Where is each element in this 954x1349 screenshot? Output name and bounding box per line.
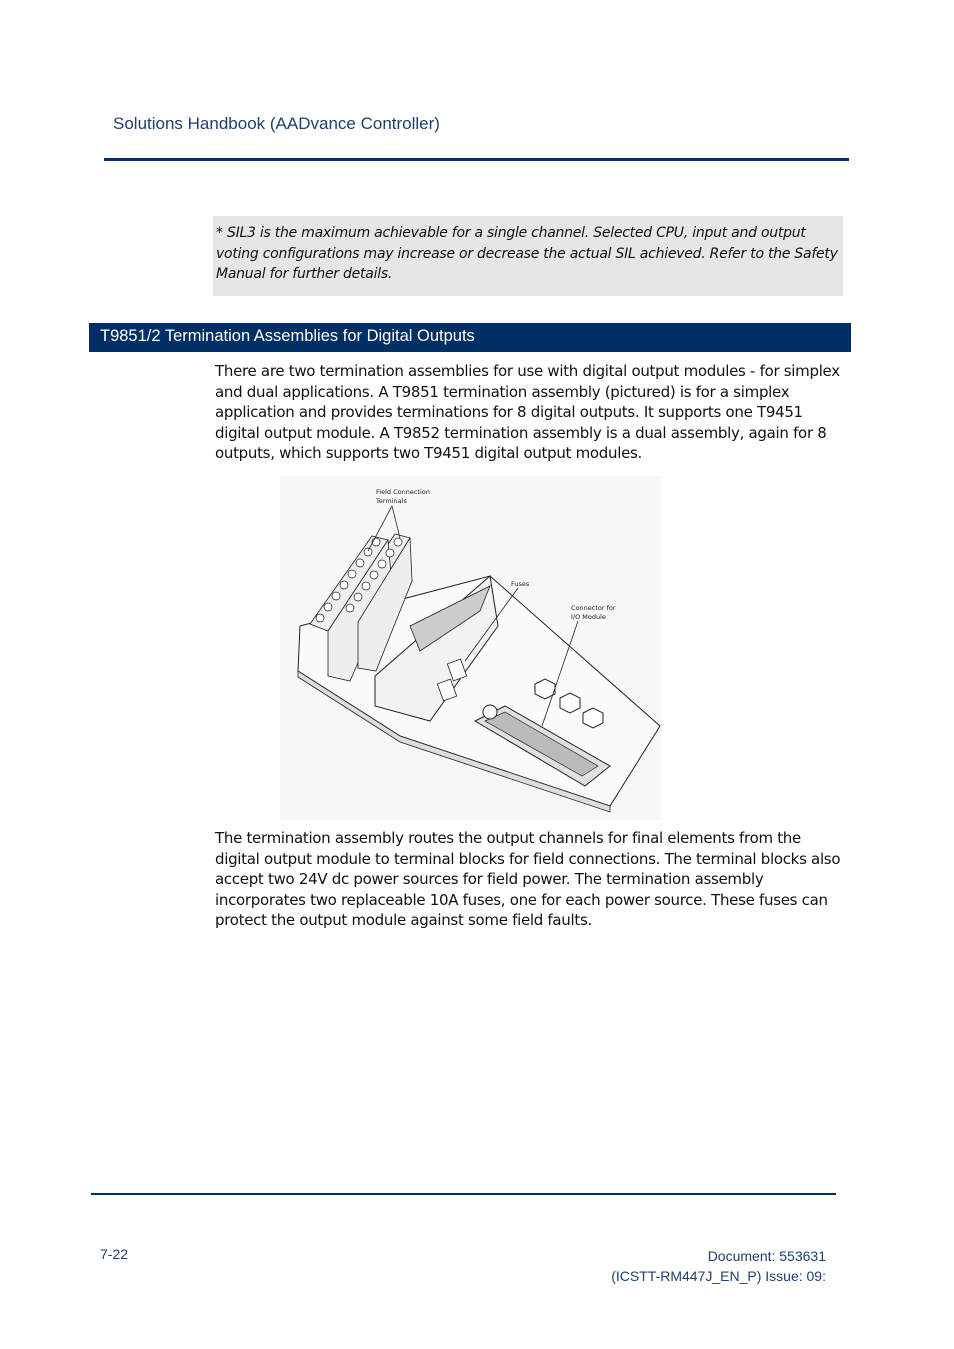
header-rule [104,158,849,161]
sil-note: * SIL3 is the maximum achievable for a single channel. Selected CPU, input and output voting configurations may increase or decrease the actual SIL achieved. Refer to the Safety Manual for further details. [213,216,843,296]
document-info [611,1246,826,1286]
label-connector-2: I/O Module [571,613,606,621]
header-title: Solutions Handbook (AADvance Controller) [113,114,440,133]
page-number: 7-22 [100,1246,129,1262]
footer-rule [91,1193,836,1195]
body-paragraph: The termination assembly routes the output channels for final elements from the digital output module to terminal blocks for field connections. The terminal blocks also accept two 24V dc power sources for field power. The termination assembly incorporates two replaceable 10A fuses, one for each power source. These fuses can protect the output module against some field faults. [215,829,841,929]
document-number: Document: 553631 [707,1248,826,1264]
intro-paragraph: There are two termination assemblies for use with digital output modules - for simplex and dual applications. A T9851 termination assembly (pictured) is for a simplex application and provides terminations for 8 digital outputs. It supports one T9451 digital output module. A T9852 termination assembly is a dual assembly, again for 8 outputs, which supports two T9451 digital output modules. [215,362,840,462]
termination-assembly-figure [280,476,661,820]
document-issue: (ICSTT-RM447J_EN_P) Issue: 09: [611,1268,826,1284]
label-fuses: Fuses [511,580,530,588]
label-field-terminals-1: Field Connection [376,488,430,496]
label-connector-1: Connector for [571,604,616,612]
label-field-terminals-2: Terminals [376,497,407,505]
section-heading: T9851/2 Termination Assemblies for Digital Outputs [89,323,851,352]
termination-assembly-drawing [280,476,661,820]
